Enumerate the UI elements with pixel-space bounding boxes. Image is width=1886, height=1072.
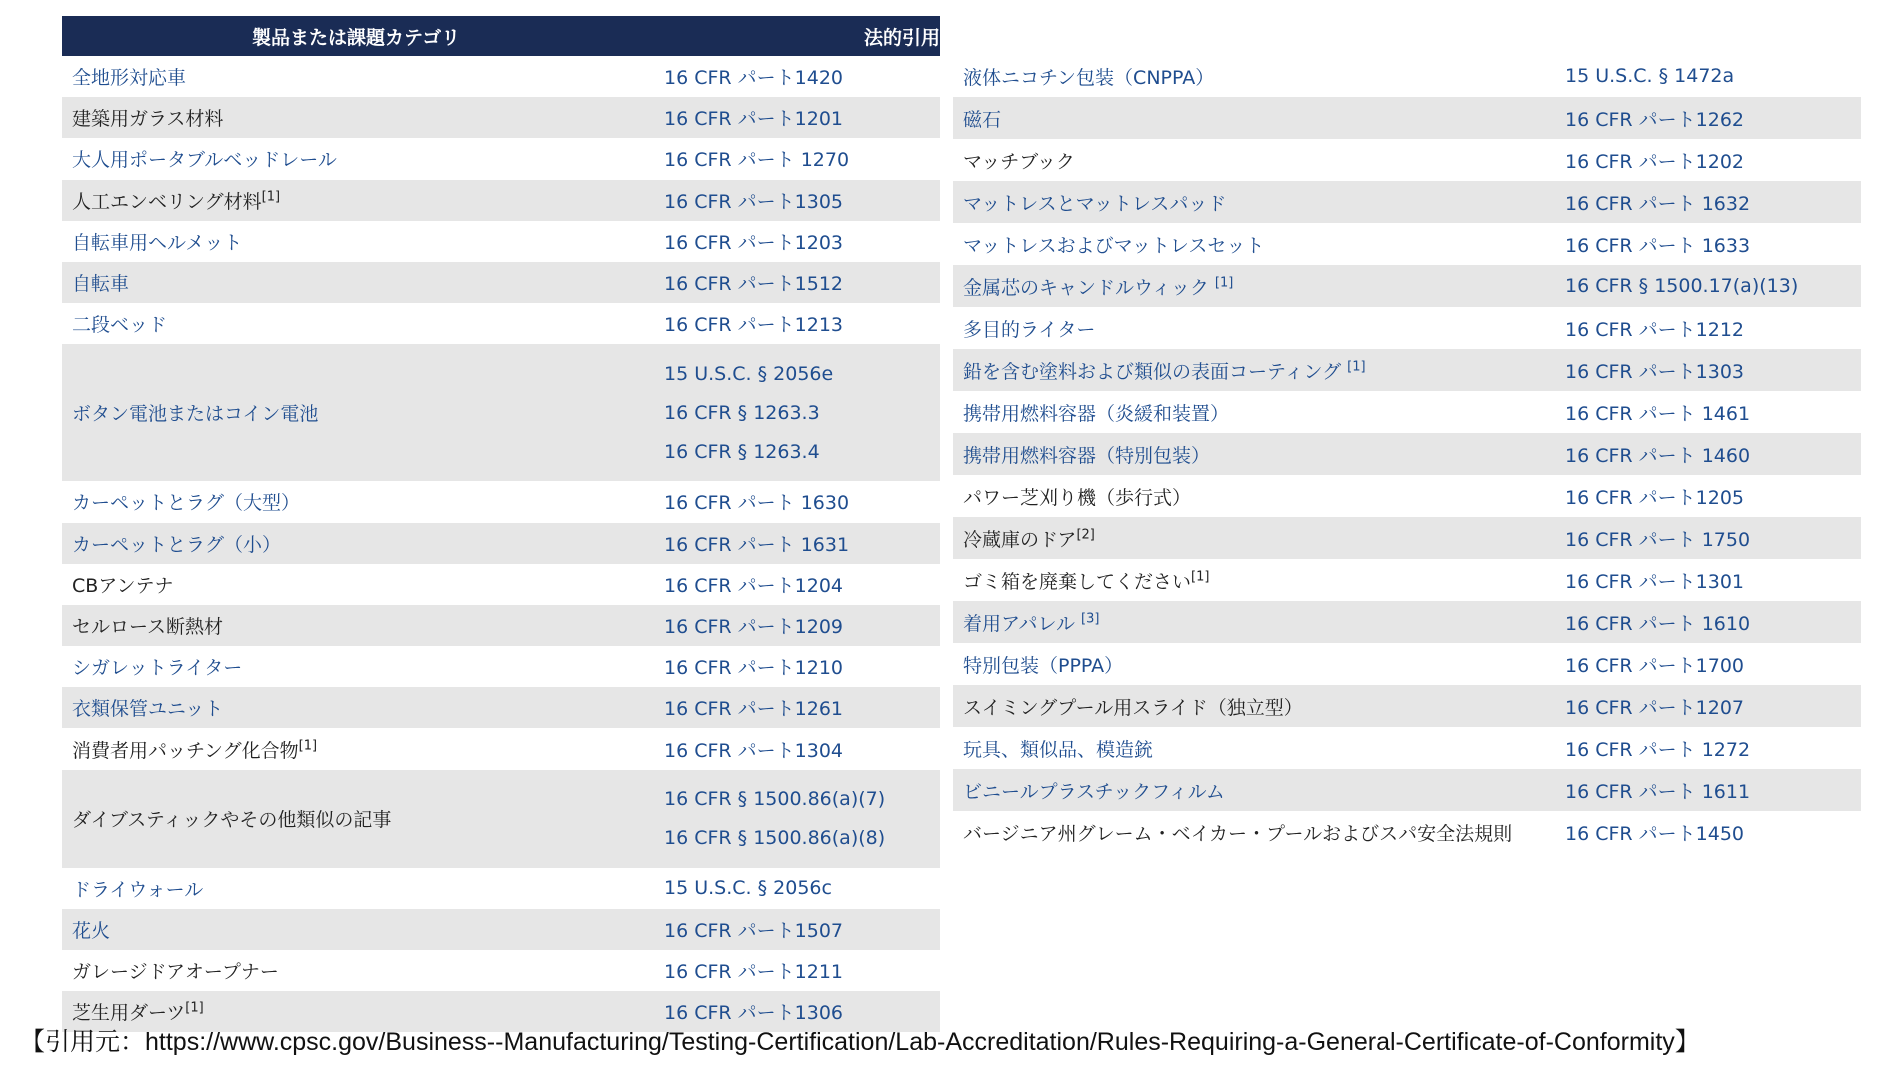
footnote-marker[interactable]: [1]	[1214, 275, 1234, 291]
category-label	[963, 819, 1512, 846]
category-text[interactable]: 玩具、類似品、模造銃	[963, 738, 1154, 761]
category-text[interactable]: 全地形対応車	[72, 67, 187, 90]
citation-link[interactable]: 16 CFR パート 1460	[1565, 444, 1751, 467]
citation-cell	[664, 770, 885, 868]
table-row	[953, 223, 1861, 265]
category-label	[72, 957, 279, 984]
category-text: 消費者用パッチング化合物	[72, 739, 299, 762]
table-row	[953, 181, 1861, 223]
citation-link[interactable]: 16 CFR パート 1611	[1565, 780, 1751, 803]
left-table-body	[62, 56, 940, 1032]
category-label[interactable]	[72, 530, 281, 557]
citation-cell	[1565, 559, 1744, 601]
citation-cell	[1565, 811, 1744, 853]
table-row	[62, 138, 940, 179]
category-label	[963, 567, 1209, 594]
citation-cell	[664, 56, 843, 97]
table-row	[62, 344, 940, 481]
citation-cell	[664, 687, 843, 728]
citation-link[interactable]: 16 CFR パート1201	[664, 108, 844, 131]
citation-link[interactable]: 16 CFR パート1202	[1565, 150, 1745, 173]
table-row	[953, 769, 1861, 811]
citation-link[interactable]: 16 CFR パート1512	[664, 273, 844, 296]
citation-cell	[1565, 601, 1750, 643]
category-label[interactable]	[963, 105, 1001, 132]
table-row	[62, 221, 940, 262]
footnote-marker[interactable]: [1]	[261, 189, 281, 205]
citation-cell	[1565, 265, 1798, 307]
citation-cell	[1565, 223, 1750, 265]
citation-cell	[1565, 349, 1744, 391]
citation-link[interactable]: 15 U.S.C. § 1472a	[1565, 65, 1735, 87]
citation-link[interactable]: 16 CFR パート1303	[1565, 360, 1745, 383]
table-row	[62, 523, 940, 564]
table-row	[62, 728, 940, 769]
category-label[interactable]	[72, 488, 300, 515]
citation-link[interactable]: 16 CFR § 1500.17(a)(13)	[1565, 275, 1799, 297]
category-text: ダイブスティックやその他類似の記事	[72, 809, 392, 832]
citation-cell	[664, 481, 849, 522]
table-row	[62, 909, 940, 950]
category-text: CBアンテナ	[72, 574, 174, 597]
footnote-marker[interactable]: [1]	[1347, 359, 1366, 375]
category-text[interactable]: マットレスとマットレスパッド	[963, 192, 1227, 215]
table-row	[62, 481, 940, 522]
citation-cell	[664, 97, 843, 138]
category-label[interactable]	[963, 189, 1226, 216]
category-text[interactable]: 携帯用燃料容器（炎緩和装置）	[963, 402, 1230, 425]
header-citation: 法的引用	[863, 26, 940, 49]
category-label[interactable]	[963, 273, 1233, 300]
citation-link[interactable]: 16 CFR パート1304	[664, 739, 844, 762]
citation-link[interactable]: 16 CFR パート 1632	[1565, 192, 1751, 215]
citation-cell	[664, 868, 832, 909]
category-text: マッチブック	[963, 150, 1075, 173]
citation-cell	[664, 909, 843, 950]
category-label	[72, 736, 317, 763]
category-text[interactable]: ビニールプラスチックフィルム	[963, 780, 1225, 803]
category-label	[963, 483, 1191, 510]
table-row	[953, 97, 1861, 139]
category-text[interactable]: 花火	[72, 919, 111, 942]
category-label[interactable]	[72, 63, 186, 90]
left-regulation-table	[62, 16, 940, 1032]
table-row	[953, 727, 1861, 769]
citation-link[interactable]: 16 CFR パート1203	[664, 231, 844, 254]
category-text[interactable]: 金属芯のキャンドルウィック	[963, 276, 1215, 299]
footnote-marker[interactable]: [1]	[185, 1000, 204, 1016]
table-row	[62, 56, 940, 97]
table-row	[953, 685, 1861, 727]
category-text[interactable]: 自転車用ヘルメット	[72, 231, 243, 254]
citation-link[interactable]: 16 CFR パート 1750	[1565, 528, 1751, 551]
citation-link[interactable]: 16 CFR パート 1630	[664, 492, 850, 515]
citation-link[interactable]: 16 CFR パート1212	[1565, 318, 1745, 341]
citation-link[interactable]: 16 CFR パート1205	[1565, 486, 1745, 509]
category-label	[963, 147, 1075, 174]
citation-link[interactable]: 16 CFR § 1500.86(a)(7)	[664, 788, 886, 811]
citation-link[interactable]: 16 CFR パート1211	[664, 961, 844, 984]
citation-link[interactable]: 16 CFR パート1262	[1565, 108, 1745, 131]
category-text[interactable]: カーペットとラグ（小）	[72, 533, 282, 556]
category-label[interactable]	[72, 145, 337, 172]
category-text: スイミングプール用スライド（独立型）	[963, 696, 1303, 719]
category-text: 芝生用ダーツ	[72, 1002, 186, 1025]
table-row	[62, 303, 940, 344]
category-label[interactable]	[72, 916, 110, 943]
category-label	[963, 693, 1303, 720]
table-row	[62, 868, 940, 909]
category-text[interactable]: 衣類保管ユニット	[72, 698, 224, 721]
table-row	[953, 643, 1861, 685]
category-label[interactable]	[963, 609, 1099, 636]
citation-cell	[664, 180, 843, 221]
right-regulation-table	[953, 55, 1861, 853]
header-category: 製品または課題カテゴリ	[252, 26, 461, 49]
category-label[interactable]	[963, 357, 1366, 384]
citation-cell	[1565, 517, 1750, 559]
citation-link[interactable]: 16 CFR § 1263.4	[664, 440, 820, 463]
category-text: 人工エンベリング材料	[72, 190, 262, 213]
category-text[interactable]: 自転車	[72, 273, 130, 296]
citation-link[interactable]: 16 CFR パート1305	[664, 190, 844, 213]
category-text: 建築用ガラス材料	[72, 108, 224, 131]
category-text[interactable]: ドライウォール	[72, 878, 204, 901]
citation-cell	[1565, 181, 1750, 223]
category-text[interactable]: マットレスおよびマットレスセット	[963, 234, 1265, 257]
category-label[interactable]	[963, 441, 1210, 468]
citation-link[interactable]: 16 CFR パート1213	[664, 314, 844, 337]
citation-link[interactable]: 16 CFR パート1301	[1565, 570, 1745, 593]
table-row	[953, 265, 1861, 307]
citation-link[interactable]: 16 CFR § 1500.86(a)(8)	[664, 827, 886, 850]
citation-link[interactable]: 16 CFR パート 1610	[1565, 612, 1751, 635]
category-label[interactable]	[963, 399, 1229, 426]
citation-link[interactable]: 16 CFR パート1207	[1565, 696, 1745, 719]
citation-cell	[1565, 139, 1744, 181]
footnote-marker[interactable]: [3]	[1081, 611, 1100, 627]
table-row	[953, 349, 1861, 391]
table-row	[62, 180, 940, 221]
table-row	[953, 811, 1861, 853]
footnote-marker[interactable]: [1]	[1191, 569, 1210, 585]
category-text[interactable]: 多目的ライター	[963, 318, 1096, 341]
citation-cell	[1565, 307, 1744, 349]
category-text: 冷蔵庫のドア	[963, 528, 1077, 551]
citation-cell	[664, 605, 843, 646]
citation-link[interactable]: 16 CFR パート1210	[664, 657, 844, 680]
citation-cell	[1565, 97, 1744, 139]
footnote-marker[interactable]: [2]	[1076, 527, 1095, 543]
category-label[interactable]	[963, 231, 1264, 258]
category-text: パワー芝刈り機（歩行式）	[963, 486, 1192, 509]
citation-link[interactable]: 16 CFR パート 1633	[1565, 234, 1751, 257]
category-text[interactable]: 鉛を含む塗料および類似の表面コーティング	[963, 360, 1348, 383]
citation-cell	[664, 262, 843, 303]
citation-cell	[1565, 769, 1750, 811]
table-row	[953, 475, 1861, 517]
category-label[interactable]	[963, 651, 1123, 678]
citation-cell	[664, 138, 849, 179]
category-label[interactable]	[963, 315, 1095, 342]
table-row	[953, 517, 1861, 559]
citation-link[interactable]: 15 U.S.C. § 2056c	[664, 877, 832, 900]
category-label[interactable]	[72, 269, 129, 296]
category-label	[963, 525, 1095, 552]
category-text[interactable]: 液体ニコチン包装（CNPPA）	[963, 66, 1215, 89]
citation-cell	[1565, 643, 1744, 685]
category-label[interactable]	[72, 694, 223, 721]
category-text: バージニア州グレーム・ベイカー・プールおよびスパ安全法規則	[963, 822, 1513, 845]
category-text[interactable]: シガレットライター	[72, 657, 243, 680]
table-row	[953, 139, 1861, 181]
citation-link[interactable]: 16 CFR パート 1270	[664, 149, 850, 172]
citation-cell	[664, 344, 833, 481]
category-label[interactable]	[72, 228, 242, 255]
table-row	[62, 262, 940, 303]
citation-link[interactable]: 16 CFR パート1450	[1565, 822, 1745, 845]
category-text[interactable]: 大人用ポータブルベッドレール	[72, 149, 337, 172]
category-label	[72, 104, 223, 131]
table-row	[953, 601, 1861, 643]
citation-link[interactable]: 16 CFR パート1261	[664, 698, 844, 721]
category-label[interactable]	[963, 63, 1214, 90]
citation-link[interactable]: 16 CFR パート1209	[664, 615, 844, 638]
table-header	[62, 16, 940, 56]
citation-cell	[664, 303, 843, 344]
category-text: ガレージドアオープナー	[72, 961, 279, 984]
category-label[interactable]	[72, 399, 318, 426]
category-label[interactable]	[72, 310, 167, 337]
citation-cell	[664, 564, 843, 605]
right-table-body	[953, 55, 1861, 853]
table-row	[62, 646, 940, 687]
citation-cell	[1565, 475, 1744, 517]
table-row	[62, 950, 940, 991]
table-row	[62, 770, 940, 868]
citation-cell	[664, 523, 849, 564]
table-row	[953, 391, 1861, 433]
citation-cell	[1565, 433, 1750, 475]
citation-link[interactable]: 16 CFR パート1507	[664, 919, 844, 942]
citation-cell	[1565, 685, 1744, 727]
table-row	[62, 605, 940, 646]
category-text: ゴミ箱を廃棄してください	[963, 570, 1192, 593]
category-text: セルロース断熱材	[72, 615, 224, 638]
category-label[interactable]	[72, 875, 203, 902]
table-row	[953, 433, 1861, 475]
citation-cell	[664, 950, 843, 991]
category-text[interactable]: 磁石	[963, 108, 1002, 131]
citation-cell	[1565, 391, 1750, 433]
category-text[interactable]: 二段ベッド	[72, 314, 168, 337]
category-label	[72, 805, 391, 832]
citation-link[interactable]: 16 CFR パート1306	[664, 1002, 844, 1025]
source-citation: 【引用元：https://www.cpsc.gov/Business--Manufacturing/Testing-Certification/Lab-Accreditation/Rules-Requiring-a-General-Certificate-of-Conformity】	[20, 1028, 1700, 1056]
citation-cell	[1565, 727, 1750, 769]
citation-link[interactable]: 16 CFR パート 1631	[664, 533, 850, 556]
table-row	[953, 559, 1861, 601]
citation-cell	[664, 221, 843, 262]
category-label[interactable]	[963, 777, 1225, 804]
citation-link[interactable]: 16 CFR パート1204	[664, 574, 844, 597]
table-row	[953, 55, 1861, 97]
citation-link[interactable]: 15 U.S.C. § 2056e	[664, 362, 834, 385]
citation-cell	[664, 646, 843, 687]
table-row	[62, 687, 940, 728]
table-row	[62, 564, 940, 605]
category-text[interactable]: 特別包装（PPPA）	[963, 654, 1124, 677]
citation-link[interactable]: 16 CFR パート 1461	[1565, 402, 1751, 425]
citation-link[interactable]: 16 CFR パート1700	[1565, 654, 1745, 677]
table-row	[62, 97, 940, 138]
citation-link[interactable]: 16 CFR パート1420	[664, 67, 844, 90]
category-label	[72, 571, 174, 598]
category-label	[72, 612, 223, 639]
citation-cell	[664, 728, 843, 769]
category-text[interactable]: カーペットとラグ（大型）	[72, 492, 301, 515]
citation-cell	[1565, 55, 1734, 97]
category-text[interactable]: ボタン電池またはコイン電池	[72, 403, 319, 426]
footnote-marker[interactable]: [1]	[298, 738, 318, 754]
table-row	[953, 307, 1861, 349]
category-label[interactable]	[72, 653, 242, 680]
category-text[interactable]: 着用アパレル	[963, 612, 1082, 635]
category-label	[72, 187, 280, 214]
category-label[interactable]	[963, 735, 1153, 762]
citation-link[interactable]: 16 CFR パート 1272	[1565, 738, 1751, 761]
category-text[interactable]: 携帯用燃料容器（特別包装）	[963, 444, 1211, 467]
citation-link[interactable]: 16 CFR § 1263.3	[664, 401, 820, 424]
